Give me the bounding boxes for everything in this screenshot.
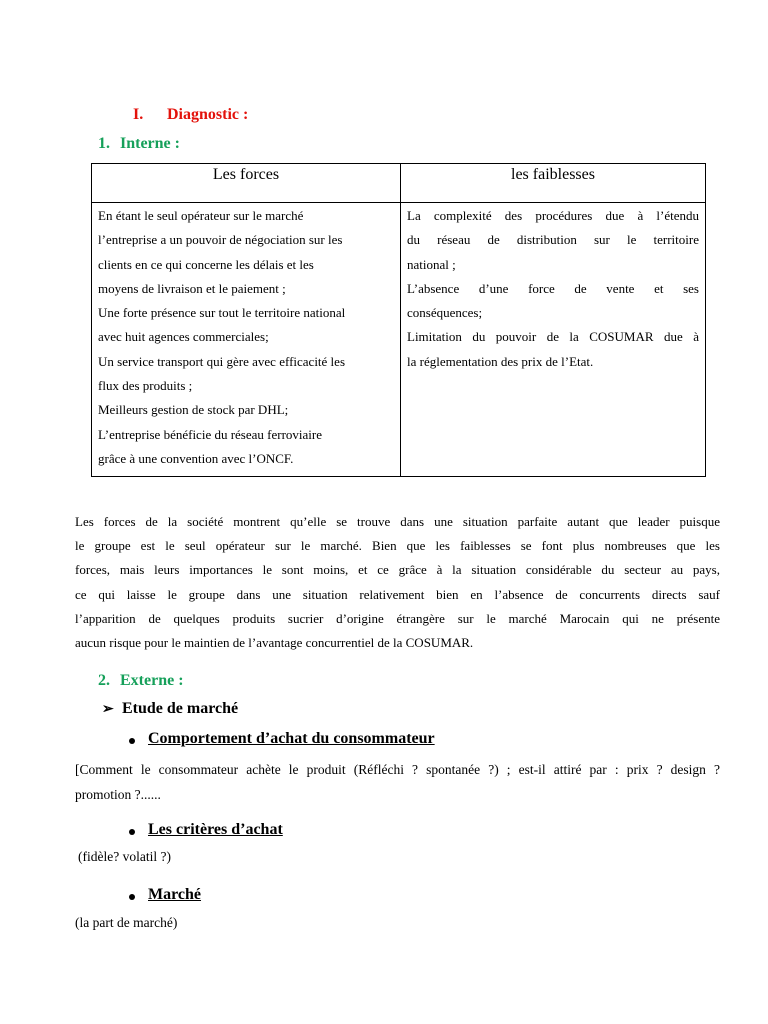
forces-line: flux des produits ; — [98, 378, 193, 394]
comportement-note-line: [Comment le consommateur achète le produit (Réfléchi ? spontanée ?) ; est-il attiré par : prix ? design ? — [75, 762, 720, 777]
forces-cell — [92, 203, 401, 477]
paragraph-line: Les forces de la société montrent qu’elle se trouve dans une situation parfaite autant que leader puisque — [75, 514, 720, 529]
paragraph-line: le groupe est le seul opérateur sur le marché. Bien que les faiblesses se font plus nombreuses que les — [75, 538, 720, 554]
forces-line: avec huit agences commerciales; — [98, 329, 269, 345]
paragraph-line: ce qui laisse le groupe dans une situation relativement bien en l’absence de concurrents directs sauf — [75, 586, 720, 602]
arrow-bullet-icon: ➢ — [102, 702, 114, 717]
subsection-heading-externe — [98, 672, 184, 690]
section-number: I. — [133, 106, 144, 123]
subsection-number: 1. — [98, 135, 110, 152]
faiblesses-line: Limitation du pouvoir de la COSUMAR due à — [407, 329, 699, 345]
forces-line: L’entreprise bénéficie du réseau ferroviaire — [98, 426, 323, 442]
column-header-faiblesses: les faiblesses — [401, 164, 706, 203]
bullet-dot-icon — [129, 829, 135, 835]
subsection-number: 2. — [98, 672, 110, 689]
forces-line: l’entreprise a un pouvoir de négociation sur les — [98, 232, 343, 248]
table-row — [92, 203, 706, 477]
forces-line: Meilleurs gestion de stock par DHL; — [98, 402, 289, 418]
paragraph-line: forces, mais leurs importances le sont moins, et ce grâce à la situation considérable du secteur au pays, — [75, 562, 720, 578]
section-title: Diagnostic : — [167, 106, 249, 123]
faiblesses-line: La complexité des procédures due à l’étendu — [407, 208, 699, 223]
faiblesses-line: du réseau de distribution sur le territoire — [407, 232, 699, 248]
section-heading-diagnostic — [133, 106, 248, 124]
paragraph-line: aucun risque pour le maintien de l’avantage concurrentiel de la COSUMAR. — [75, 635, 474, 651]
comportement-heading: Comportement d’achat du consommateur — [148, 730, 435, 747]
forces-line: Une forte présence sur tout le territoire national — [98, 305, 346, 321]
bullet-dot-icon — [129, 894, 135, 900]
forces-line: moyens de livraison et le paiement ; — [98, 280, 286, 296]
forces-line: En étant le seul opérateur sur le marché — [98, 208, 304, 223]
etude-de-marche-heading — [102, 700, 238, 718]
etude-title: Etude de marché — [122, 700, 239, 717]
comportement-note-line: promotion ?...... — [75, 787, 161, 802]
paragraph-line: l’apparition de quelques produits sucrier d’origine étrangère sur le marché Marocain qui ne présente — [75, 610, 720, 626]
faiblesses-line: la réglementation des prix de l’Etat. — [407, 353, 594, 369]
column-header-forces: Les forces — [92, 164, 401, 203]
faiblesses-line: L’absence d’une force de vente et ses — [407, 280, 699, 296]
criteres-heading: Les critères d’achat — [148, 821, 283, 838]
subsection-title: Externe : — [120, 672, 184, 689]
analysis-paragraph — [75, 510, 720, 655]
faiblesses-line: national ; — [407, 256, 456, 272]
forces-line: grâce à une convention avec l’ONCF. — [98, 450, 294, 466]
swot-internal-table — [91, 163, 706, 477]
forces-line: Un service transport qui gère avec efficacité les — [98, 353, 345, 369]
forces-line: clients en ce qui concerne les délais et les — [98, 256, 314, 272]
comportement-note — [75, 757, 720, 807]
faiblesses-cell — [401, 203, 706, 477]
marche-heading: Marché — [148, 886, 202, 903]
subsection-heading-interne — [98, 135, 180, 153]
bullet-dot-icon — [129, 738, 135, 744]
subsection-title: Interne : — [120, 135, 180, 152]
table-header-row — [92, 164, 706, 203]
criteres-note: (fidèle? volatil ?) — [78, 849, 171, 864]
faiblesses-line: conséquences; — [407, 305, 483, 321]
marche-note: (la part de marché) — [75, 915, 178, 930]
